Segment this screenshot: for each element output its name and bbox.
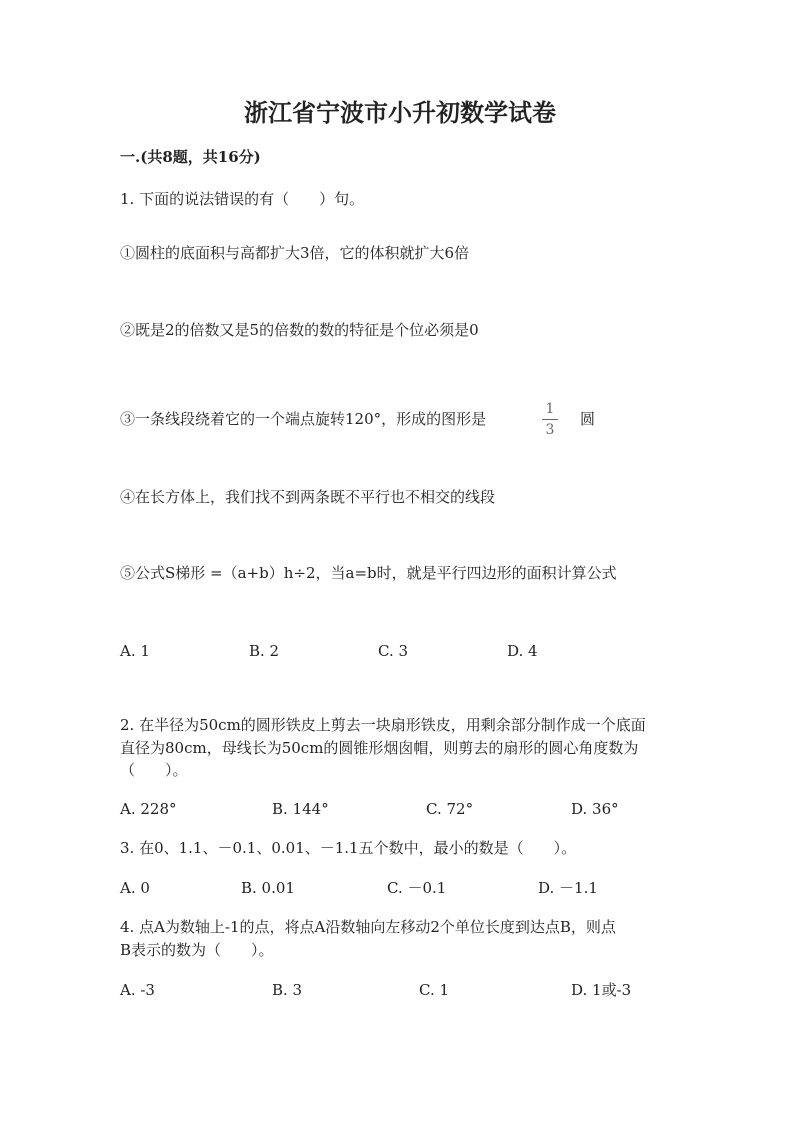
q1-statement-2: ②既是2的倍数又是5的倍数的数的特征是个位必须是0 bbox=[120, 321, 479, 339]
q4-option-b: B. 3 bbox=[272, 981, 303, 999]
fraction-denominator: 3 bbox=[545, 422, 555, 438]
q1-statement-3-tail: 圆 bbox=[580, 410, 596, 428]
q4-option-c: C. 1 bbox=[419, 981, 450, 999]
q1-statement-4: ④在长方体上，我们找不到两条既不平行也不相交的线段 bbox=[120, 488, 496, 506]
q1-option-c: C. 3 bbox=[378, 642, 409, 660]
q2-option-c: C. 72° bbox=[426, 800, 474, 818]
q1-statement-1: ①圆柱的底面积与高都扩大3倍，它的体积就扩大6倍 bbox=[120, 244, 470, 262]
q3-option-d: D. －1.1 bbox=[538, 879, 598, 897]
q4-option-a: A. -3 bbox=[120, 981, 155, 999]
q2-stem-line-1: 2. 在半径为50cm的圆形铁皮上剪去一块扇形铁皮，用剩余部分制作成一个底面 bbox=[120, 716, 646, 734]
q2-stem-line-3: （ ）。 bbox=[120, 761, 188, 779]
q1-stem: 1. 下面的说法错误的有（ ）句。 bbox=[120, 190, 365, 208]
fraction-numerator: 1 bbox=[545, 401, 555, 417]
q3-stem: 3. 在0、1.1、－0.1、0.01、－1.1五个数中，最小的数是（ ）。 bbox=[120, 839, 577, 857]
fraction-one-third bbox=[540, 402, 560, 437]
q4-stem-line-1: 4. 点A为数轴上-1的点，将点A沿数轴向左移动2个单位长度到达点B，则点 bbox=[120, 918, 616, 936]
q2-option-d: D. 36° bbox=[571, 800, 619, 818]
q4-stem-line-2: B表示的数为（ ）。 bbox=[120, 941, 274, 959]
q2-option-a: A. 228° bbox=[120, 800, 177, 818]
q2-option-b: B. 144° bbox=[272, 800, 329, 818]
q1-statement-5: ⑤公式S梯形 =（a+b）h÷2，当a=b时，就是平行四边形的面积计算公式 bbox=[120, 564, 617, 582]
exam-title: 浙江省宁波市小升初数学试卷 bbox=[244, 98, 556, 127]
section-heading: 一.(共8题，共16分) bbox=[120, 148, 261, 166]
q4-option-d: D. 1或-3 bbox=[571, 981, 632, 999]
q1-option-d: D. 4 bbox=[507, 642, 538, 660]
q3-option-c: C. －0.1 bbox=[387, 879, 447, 897]
q1-option-b: B. 2 bbox=[249, 642, 280, 660]
q1-statement-3: ③一条线段绕着它的一个端点旋转120°，形成的图形是 bbox=[120, 410, 487, 428]
q3-option-a: A. 0 bbox=[120, 879, 150, 897]
q1-option-a: A. 1 bbox=[120, 642, 150, 660]
fraction-bar bbox=[542, 419, 558, 420]
q3-option-b: B. 0.01 bbox=[241, 879, 295, 897]
q2-stem-line-2: 直径为80cm，母线长为50cm的圆锥形烟囱帽，则剪去的扇形的圆心角度数为 bbox=[120, 739, 639, 757]
